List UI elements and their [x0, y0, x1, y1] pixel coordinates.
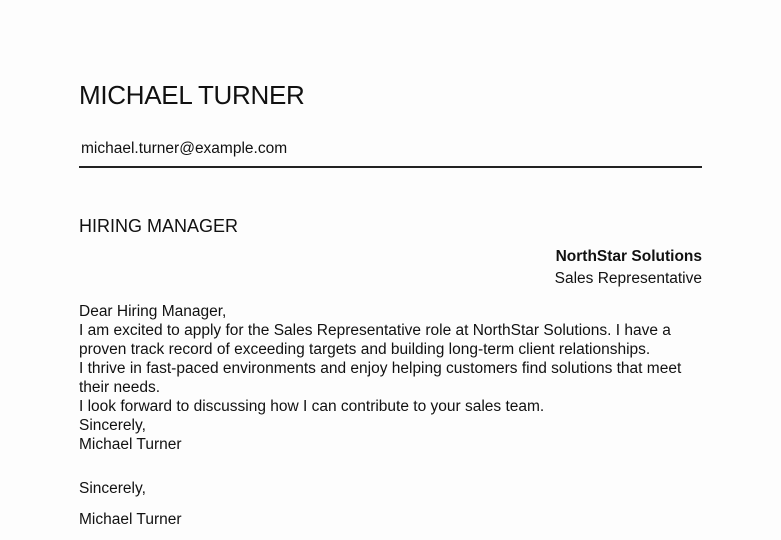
header-divider	[79, 166, 702, 168]
letter-paragraph: I am excited to apply for the Sales Representative role at NorthStar Solutions. I have a proven track record of exceeding targets and building long-term client relationships.	[79, 322, 671, 358]
letter-paragraph: Sincerely,	[79, 417, 146, 434]
company-name: NorthStar Solutions	[555, 248, 702, 265]
position-title: Sales Representative	[554, 270, 702, 287]
recipient-title: HIRING MANAGER	[79, 216, 239, 236]
letter-paragraph: I thrive in fast-paced environments and enjoy helping customers find solutions that meet their needs.	[79, 360, 682, 396]
closing-salutation: Sincerely,	[79, 480, 146, 497]
letter-body	[79, 302, 702, 454]
letter-paragraph: I look forward to discussing how I can contribute to your sales team.	[79, 398, 545, 415]
closing-signature: Michael Turner	[79, 511, 182, 528]
letter-paragraph: Dear Hiring Manager,	[79, 303, 227, 320]
letter-paragraph: Michael Turner	[79, 436, 182, 453]
applicant-name: MICHAEL TURNER	[79, 80, 305, 110]
applicant-email: michael.turner@example.com	[81, 140, 288, 157]
